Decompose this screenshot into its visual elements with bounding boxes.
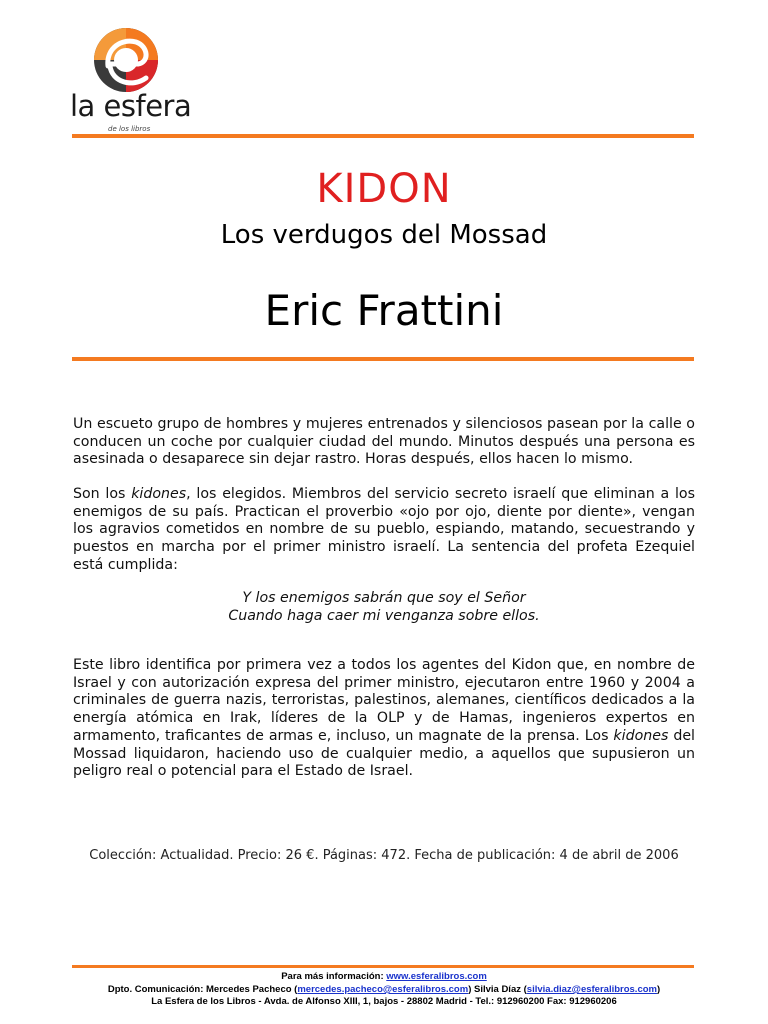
book-subtitle: Los verdugos del Mossad <box>220 220 548 250</box>
contact-text-end: ) <box>656 984 661 995</box>
website-link[interactable]: www.esferalibros.com <box>386 971 487 982</box>
contact-text-middle: ) Silvia Díaz ( <box>468 984 527 995</box>
divider-middle <box>72 357 694 361</box>
synopsis-paragraph-2 <box>73 486 695 575</box>
p3-text-end: del Mossad liquidaron, haciendo uso de cualquier medio, a aquellos que supusieron un peligro real o potencial para el Estado de Israel. <box>73 727 695 780</box>
email-link-silvia[interactable]: silvia.diaz@esferalibros.com <box>526 984 657 995</box>
divider-top <box>72 134 694 138</box>
publication-details: Colección: Actualidad. Precio: 26 €. Páginas: 472. Fecha de publicación: 4 de abril de 2006 <box>89 848 679 863</box>
publisher-address: La Esfera de los Libros - Avda. de Alfonso XIII, 1, bajos - 28802 Madrid - Tel.: 912960200 Fax: 912960206 <box>151 996 617 1007</box>
synopsis-paragraph-3 <box>73 657 695 781</box>
p3-emphasis: kidones <box>613 727 669 744</box>
logo-wordmark: la esfera <box>70 89 192 123</box>
p2-emphasis: kidones <box>131 486 187 502</box>
book-title: KIDON <box>316 166 452 212</box>
divider-bottom <box>72 965 694 968</box>
esfera-logo-icon <box>92 26 164 94</box>
contact-text-start: Dpto. Comunicación: Mercedes Pacheco ( <box>107 984 298 995</box>
logo-tagline: de los libros <box>108 125 151 133</box>
book-author: Eric Frattini <box>264 286 504 335</box>
p3-text-start: Este libro identifica por primera vez a todos los agentes del Kidon que, en nombre de Israel y con autorización expresa del primer ministro, ejecutaron entre 1960 y 2004 a criminales de guerra nazis, terroristas, palestinos, alemanes, científicos dedicados a la energía atómica en Irak, líderes de la OLP y de Hamas, ingenieros expertos en armamento, traficantes de armas e, incluso, un magnate de la prensa. Los <box>73 657 695 744</box>
p2-text-end: , los elegidos. Miembros del servicio secreto israelí que eliminan a los enemigos de su país. Practican el proverbio «ojo por ojo, diente por diente», vengan los agravios cometidos en nombre de su pueblo, espiando, matando, secuestrando y puestos en marcha por el primer ministro israelí. La sentencia del profeta Ezequiel está cumplida: <box>73 486 695 573</box>
p2-text-start: Son los <box>73 486 132 502</box>
footer-contact-line <box>0 984 768 996</box>
quote-line-1: Y los enemigos sabrán que soy el Señor <box>242 590 526 606</box>
footer-info-line <box>0 971 768 983</box>
synopsis-paragraph-1: Un escueto grupo de hombres y mujeres entrenados y silenciosos pasean por la calle o conducen un coche por cualquier ciudad del mundo. Minutos después una persona es asesinada o desaparece sin dejar rastro. Horas después, ellos hacen lo mismo. <box>73 416 695 468</box>
footer-info-label: Para más información: <box>281 971 387 982</box>
email-link-mercedes[interactable]: mercedes.pacheco@esferalibros.com <box>297 984 469 995</box>
quote-line-2: Cuando haga caer mi venganza sobre ellos. <box>228 608 540 624</box>
publisher-logo <box>70 26 190 134</box>
footer-address-line <box>0 996 768 1008</box>
